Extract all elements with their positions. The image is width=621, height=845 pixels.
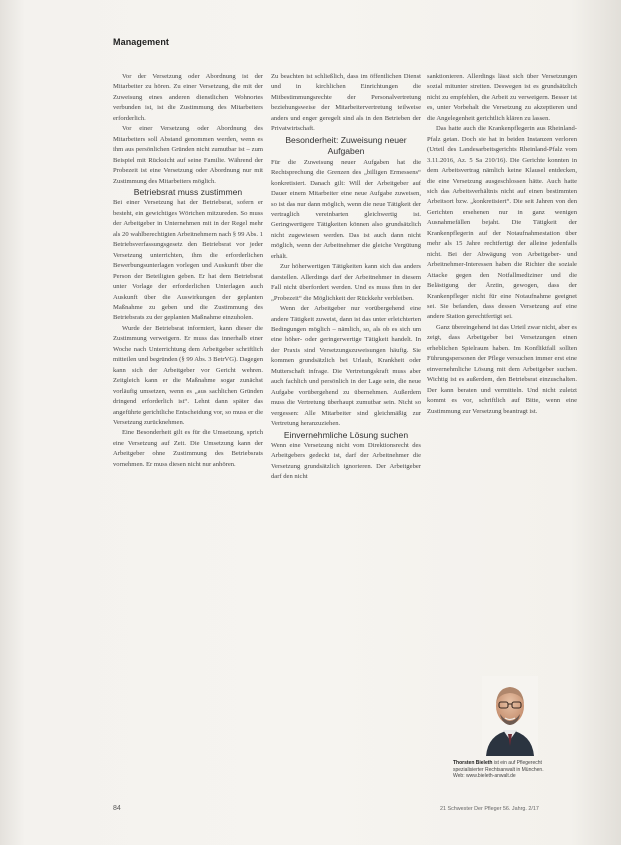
footer-citation: 21 Schwester Der Pfleger 56. Jahrg. 2/17	[440, 806, 539, 812]
paragraph: Für die Zuweisung neuer Aufgaben hat die Rechtsprechung die Grenzen des „billigen Ermessens“ konkretisiert. Danach gilt: Will der Arbeitgeber auf Dauer einem Mitarbeiter eine neue Aufgabe zuweisen, so ist das nur dann möglich, wenn die neue Tätigkeit der vertraglich vereinbarten gleichwertig ist. Geringwertigere Tätigkeiten können also grundsätzlich nicht zugewiesen werden. Das ist auch dann nicht möglich, wenn der Arbeitnehmer die gleiche Vergütung erhält.	[271, 158, 421, 260]
section-heading: Management	[113, 37, 170, 47]
paragraph: Wenn der Arbeitgeber nur vorübergehend eine andere Tätigkeit zuweist, dann ist das unter erleichterten Bedingungen möglich – nämlich, so, als ob es sich um eine höher- oder geringerwertige Tätigkeit handelt. In der Praxis sind Versetzungszuweisungen häufig. Sie kommen grundsätzlich bei Urlaub, Krankheit oder Mutterschaft infrage. Die Vertretungskraft muss aber auch fachlich und persönlich in der Lage sein, die neue Aufgabe vorübergehend zu übernehmen. Außerdem muss die Vertretung überhaupt zumutbar sein. Nicht so vergessen: Alle Mitarbeiter sind gleichmäßig zur Vertretung heranzuziehen.	[271, 305, 421, 428]
page-number: 84	[113, 805, 121, 812]
paragraph: Bei einer Versetzung hat der Betriebsrat, sofern er besteht, ein gewichtiges Wörtchen mitzureden. So muss der Arbeitgeber in Unternehmen mit in der Regel mehr als 20 wahlberechtigten Arbeitnehmern nach § 99 Abs. 1 Betriebsverfassungsgesetz den Betriebsrat vor jeder Versetzung unterrichten, ihm die erforderlichen Bewerbungsunterlagen vorlegen und Auskunft über die Person der Beteiligten geben. Er hat dem Betriebsrat unter Vorlage der erforderlichen Unterlagen auch Auskunft über die Auswirkungen der geplanten Maßnahme zu geben und die Zustimmung des Betriebsrats zu der geplanten Maßnahme einzuholen.	[113, 199, 263, 322]
author-bio-2: spezialisierter Rechtsanwalt in München.	[453, 766, 544, 773]
paragraph: Wurde der Betriebsrat informiert, kann dieser die Zustimmung verweigern. Er muss das innerhalb einer Woche nach Unterrichtung dem Arbeitgeber schriftlich mitteilen und begründen (§ 99 Abs. 3 BetrVG). Dagegen kann sich der Arbeitgeber vor Gericht wehren. Zeitgleich kann er die Maßnahme sogar zunächst vorläufig umsetzen, wenn es „aus sachlichen Gründen dringend erforderlich ist“. Lehnt dann später das angeführte gerichtliche Entscheidung vor, so muss er die Versetzung zurücknehmen.	[113, 324, 263, 426]
paragraph: Wenn eine Versetzung nicht vom Direktionsrecht des Arbeitgebers gedeckt ist, darf der Arbeitnehmer die Versetzung grundsätzlich ignorieren. Der Arbeitgeber darf den nicht	[271, 442, 421, 481]
subheading: Besonderheit: Zuweisung neuer Aufgaben	[285, 134, 407, 157]
subheading: Betriebsrat muss zustimmen	[133, 186, 243, 197]
author-caption	[453, 760, 581, 780]
paragraph: Vor einer Versetzung oder Abordnung des Mitarbeiters soll Abstand genommen werden, wenn es ihm aus persönlichen Gründen nicht zumutbar ist – zum Beispiel mit Rücksicht auf seine Familie. Während der Probezeit ist eine Versetzung oder Abordnung nur mit Zustimmung des Mitarbeiters möglich.	[113, 125, 263, 185]
author-web: Web: www.bieleth-anwalt.de	[453, 773, 516, 780]
paragraph: Das hatte auch die Krankenpflegerin aus Rheinland-Pfalz getan. Doch sie hat in beiden Instanzen verloren (Urteil des Landesarbeitsgerichts Rheinland-Pfalz vom 3.11.2016, Az. 5 Sa 210/16). Die Gerichte konnten in dem Arbeitsvertrag nämlich keine Klausel entdecken, die eine Versetzung ausgeschlossen hätte. Auch hatte sich das Arbeitsverhältnis nicht auf einen bestimmten Arbeitsort bzw. „konkretisiert“. Die seit Jahren von den Gerichten ersehenen nur in ganz wenigen Ausnahmefällen bejaht. Die Tätigkeit der Krankenpflegerin auf der Notaufnahmestation über mehr als 15 Jahre rechtfertigt der alleine jedenfalls nicht. Bei der Abwägung von Arbeitgeber- und Arbeitnehmer-Interessen haben die Richter die soziale Attacke gegen den Notfallmediziner und die Belästigung der Ärztin, gewogen, dass der Krankenpfleger nicht für eine Notaufnahme geeignet sei. Sie befanden, dass dessen Versetzung auf eine andere Station gerechtfertigt sei.	[427, 125, 577, 321]
subheading: Einvernehmliche Lösung suchen	[283, 429, 409, 440]
author-name: Thorsten Bieleth	[453, 760, 493, 766]
text-column-2	[271, 72, 421, 483]
paragraph: Vor der Versetzung oder Abordnung ist der Mitarbeiter zu hören. Zu einer Versetzung, die mit der Zuweisung eines anderen dienstlichen Wohnortes verbunden ist, ist die Zustimmung des Mitarbeiters erforderlich.	[113, 73, 263, 122]
paragraph: Zu beachten ist schließlich, dass im öffentlichen Dienst und in kirchlichen Einrichtungen die Mitbestimmungsrechte der Personalvertretung beziehungsweise der Mitarbeitervertretung teilweise anders und enger geregelt sind als in den Betrieben der Privatwirtschaft.	[271, 73, 421, 133]
paragraph: Eine Besonderheit gilt es für die Umsetzung, sprich eine Versetzung auf Zeit. Die Umsetzung kann der Arbeitgeber ohne Zustimmung des Betriebsrats vornehmen. Er muss diesen nicht nur anhören.	[113, 429, 263, 468]
text-column-3	[427, 72, 577, 417]
author-portrait	[482, 676, 538, 756]
paragraph: Ganz übereingehend ist das Urteil zwar nicht, aber es zeigt, dass Arbeitgeber bei Versetzungen einen erheblichen Spielraum haben. Im Konfliktfall sollten Führungspersonen der Pflege versuchen immer erst eine einvernehmliche Lösung mit dem Arbeitgeber suchen. Wichtig ist es außerdem, den Betriebsrat einzuschalten. Der kann beraten und vermitteln. Und nicht zuletzt kommt es vor, schriftlich auf Bitte, wenn eine Zustimmung zur Versetzung beantragt ist.	[427, 323, 577, 415]
paragraph: Zur höherwertigen Tätigkeiten kann sich das anders darstellen. Allerdings darf der Arbeitnehmer in diesem Fall nicht überfordert werden. Und es muss ihm in der „Probezeit“ die Möglichkeit der Rückkehr verbleiben.	[271, 263, 421, 302]
author-bio-1: ist ein auf Pflegerecht	[493, 760, 542, 766]
text-column-1	[113, 72, 263, 470]
paragraph: sanktionieren. Allerdings lässt sich über Versetzungen sozial mitunter streiten. Deswegen ist es grundsätzlich nicht zu empfehlen, die Arbeit zu verweigern. Besser ist es, unter Vorbehalt die Versetzung zu akzeptieren und die Angelegenheit gerichtlich klären zu lassen.	[427, 73, 577, 122]
